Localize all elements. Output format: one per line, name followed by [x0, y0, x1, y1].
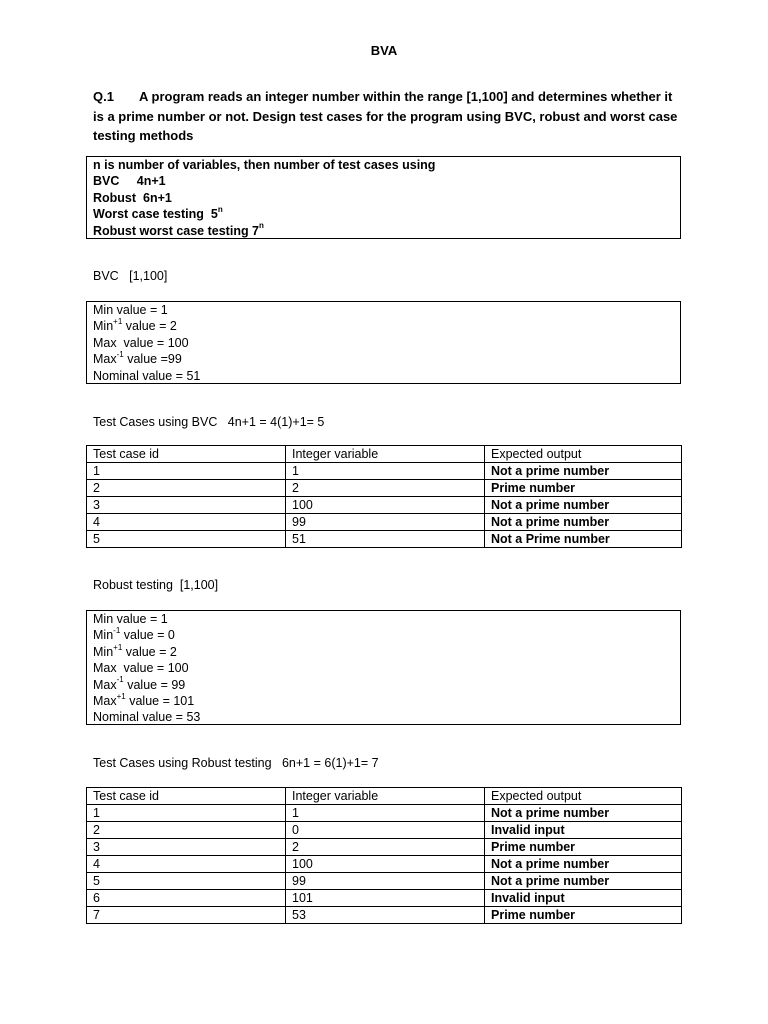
- table-header-row: [87, 788, 682, 805]
- table-cell: Not a prime number: [485, 463, 682, 480]
- formula-line: Robust worst case testing 7$^n$: [93, 221, 264, 238]
- table-header-row: [87, 446, 682, 463]
- table-cell: 2: [87, 822, 286, 839]
- table-row: [87, 907, 682, 924]
- table-cell: Not a prime number: [485, 805, 682, 822]
- header-cell: Test case id: [87, 446, 286, 463]
- table-cell: 4: [87, 856, 286, 873]
- bvc-label: BVC [1,100]: [93, 269, 168, 283]
- bvc-tests-label: Test Cases using BVC 4n+1 = 4(1)+1= 5: [93, 415, 325, 429]
- table-cell: Prime number: [485, 839, 682, 856]
- table-row: [87, 873, 682, 890]
- formula-line: Worst case testing 5$^n$: [93, 205, 223, 222]
- bvc-value-line: Min$^{+1}$ value = 2: [93, 317, 177, 334]
- table-cell: 2: [286, 480, 485, 497]
- table-cell: Invalid input: [485, 822, 682, 839]
- formula-line: n is number of variables, then number of test cases using: [93, 158, 436, 172]
- table-cell: 1: [87, 805, 286, 822]
- table-row: [87, 497, 682, 514]
- robust-value-line: Max$^{+1}$ value = 101: [93, 691, 195, 708]
- table-cell: Not a prime number: [485, 856, 682, 873]
- table-cell: Not a Prime number: [485, 531, 682, 548]
- table-row: [87, 839, 682, 856]
- table-cell: 51: [286, 531, 485, 548]
- table-cell: 99: [286, 514, 485, 531]
- formula-box: [86, 156, 681, 239]
- table-cell: Not a prime number: [485, 514, 682, 531]
- robust-value-line: Max$^{-1}$ value = 99: [93, 675, 186, 692]
- bvc-test-table: [86, 445, 682, 548]
- header-cell: Expected output: [485, 446, 682, 463]
- robust-value-line: Nominal value = 53: [93, 710, 201, 725]
- bvc-value-line: Max$^{-1}$ value =99: [93, 350, 182, 367]
- table-cell: 2: [87, 480, 286, 497]
- table-cell: 3: [87, 839, 286, 856]
- table-cell: 100: [286, 856, 485, 873]
- table-row: [87, 805, 682, 822]
- table-row: [87, 822, 682, 839]
- table-row: [87, 480, 682, 497]
- header-cell: Integer variable: [286, 446, 485, 463]
- table-row: [87, 514, 682, 531]
- table-cell: 101: [286, 890, 485, 907]
- table-cell: Prime number: [485, 480, 682, 497]
- table-cell: 53: [286, 907, 485, 924]
- table-cell: Invalid input: [485, 890, 682, 907]
- table-cell: Not a prime number: [485, 873, 682, 890]
- table-cell: 99: [286, 873, 485, 890]
- table-cell: 2: [286, 839, 485, 856]
- table-row: [87, 856, 682, 873]
- robust-value-line: Min$^{-1}$ value = 0: [93, 626, 175, 643]
- robust-value-line: Min$^{+1}$ value = 2: [93, 642, 177, 659]
- bvc-value-line: Max value = 100: [93, 335, 189, 350]
- table-row: [87, 890, 682, 907]
- formula-line: BVC 4n+1: [93, 174, 166, 189]
- table-cell: 0: [286, 822, 485, 839]
- table-row: [87, 531, 682, 548]
- table-cell: Prime number: [485, 907, 682, 924]
- formula-line: Robust 6n+1: [93, 190, 172, 205]
- header-cell: Test case id: [87, 788, 286, 805]
- robust-test-table: [86, 787, 682, 924]
- question-text: [93, 87, 683, 146]
- bvc-value-line: Min value = 1: [93, 303, 168, 317]
- table-cell: 6: [87, 890, 286, 907]
- question-body: A program reads an integer number within the range [1,100] and determines whether it is a prime number or not. Design test cases for the program using BVC, robust and worst case testing methods: [93, 89, 678, 143]
- table-cell: 5: [87, 873, 286, 890]
- bvc-value-line: Nominal value = 51: [93, 368, 201, 383]
- table-cell: 1: [286, 805, 485, 822]
- header-cell: Integer variable: [286, 788, 485, 805]
- robust-label: Robust testing [1,100]: [93, 578, 219, 592]
- question-number: Q.1: [93, 89, 114, 104]
- table-cell: 5: [87, 531, 286, 548]
- table-cell: Not a prime number: [485, 497, 682, 514]
- table-cell: 1: [87, 463, 286, 480]
- page-title: BVA: [370, 43, 398, 58]
- table-cell: 7: [87, 907, 286, 924]
- robust-value-line: Min value = 1: [93, 612, 168, 626]
- bvc-values-box: [86, 301, 681, 384]
- table-row: [87, 463, 682, 480]
- robust-values-box: [86, 610, 681, 725]
- table-cell: 100: [286, 497, 485, 514]
- table-cell: 3: [87, 497, 286, 514]
- table-cell: 1: [286, 463, 485, 480]
- robust-value-line: Max value = 100: [93, 661, 189, 676]
- header-cell: Expected output: [485, 788, 682, 805]
- table-cell: 4: [87, 514, 286, 531]
- robust-tests-label: Test Cases using Robust testing 6n+1 = 6(1)+1= 7: [93, 756, 379, 770]
